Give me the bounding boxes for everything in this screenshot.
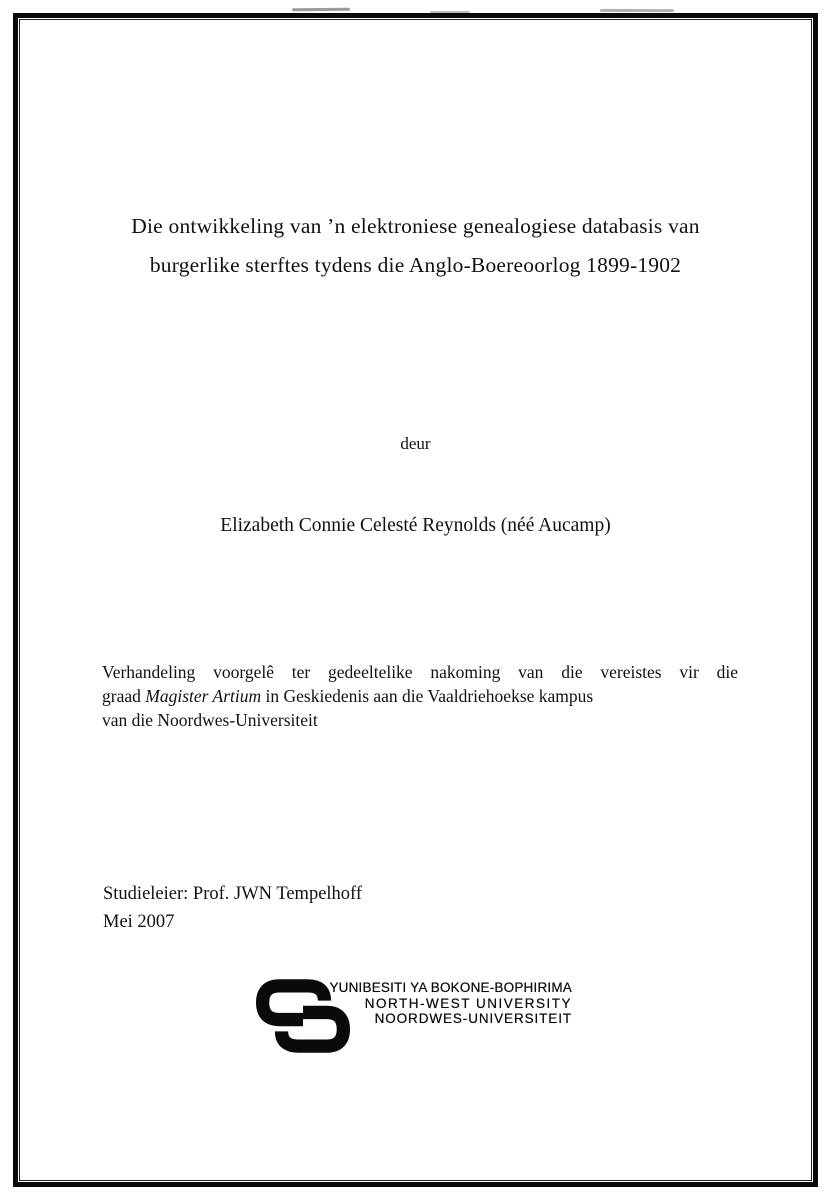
scan-smudge	[430, 11, 470, 13]
nwu-logo	[256, 978, 586, 1058]
title-line-1: Die ontwikkeling van ’n elektroniese genealogiese databasis van	[131, 214, 700, 238]
scan-smudge	[600, 9, 674, 12]
statement-line-2-pre: graad	[102, 686, 146, 706]
scan-smudge	[292, 8, 350, 11]
logo-line-afrikaans: NOORDWES-UNIVERSITEIT	[374, 1011, 572, 1026]
statement-line-2-post: in Geskiedenis aan die Vaaldriehoekse kampus	[261, 686, 594, 706]
byline-label: deur	[400, 434, 431, 453]
author-name: Elizabeth Connie Celesté Reynolds (néé Aucamp)	[220, 515, 611, 536]
logo-wordmark	[322, 980, 572, 1027]
degree-name-italic: Magister Artium	[145, 686, 262, 706]
thesis-title	[0, 207, 831, 285]
degree-statement	[102, 660, 738, 732]
logo-line-english: NORTH-WEST UNIVERSITY	[364, 995, 572, 1011]
logo-line-setswana: YUNIBESITI YA BOKONE-BOPHIRIMA	[329, 980, 572, 995]
statement-line-2	[102, 684, 738, 708]
statement-line-1: Verhandeling voorgelê ter gedeeltelike nakoming van die vereistes vir die	[102, 662, 738, 682]
date-line: Mei 2007	[103, 912, 175, 932]
supervisor-line: Studieleier: Prof. JWN Tempelhoff	[103, 884, 363, 904]
title-line-2: burgerlike sterftes tydens die Anglo-Boereoorlog 1899-1902	[149, 253, 682, 277]
supervisor-block	[103, 880, 362, 936]
statement-line-3: van die Noordwes-Universiteit	[102, 710, 318, 730]
